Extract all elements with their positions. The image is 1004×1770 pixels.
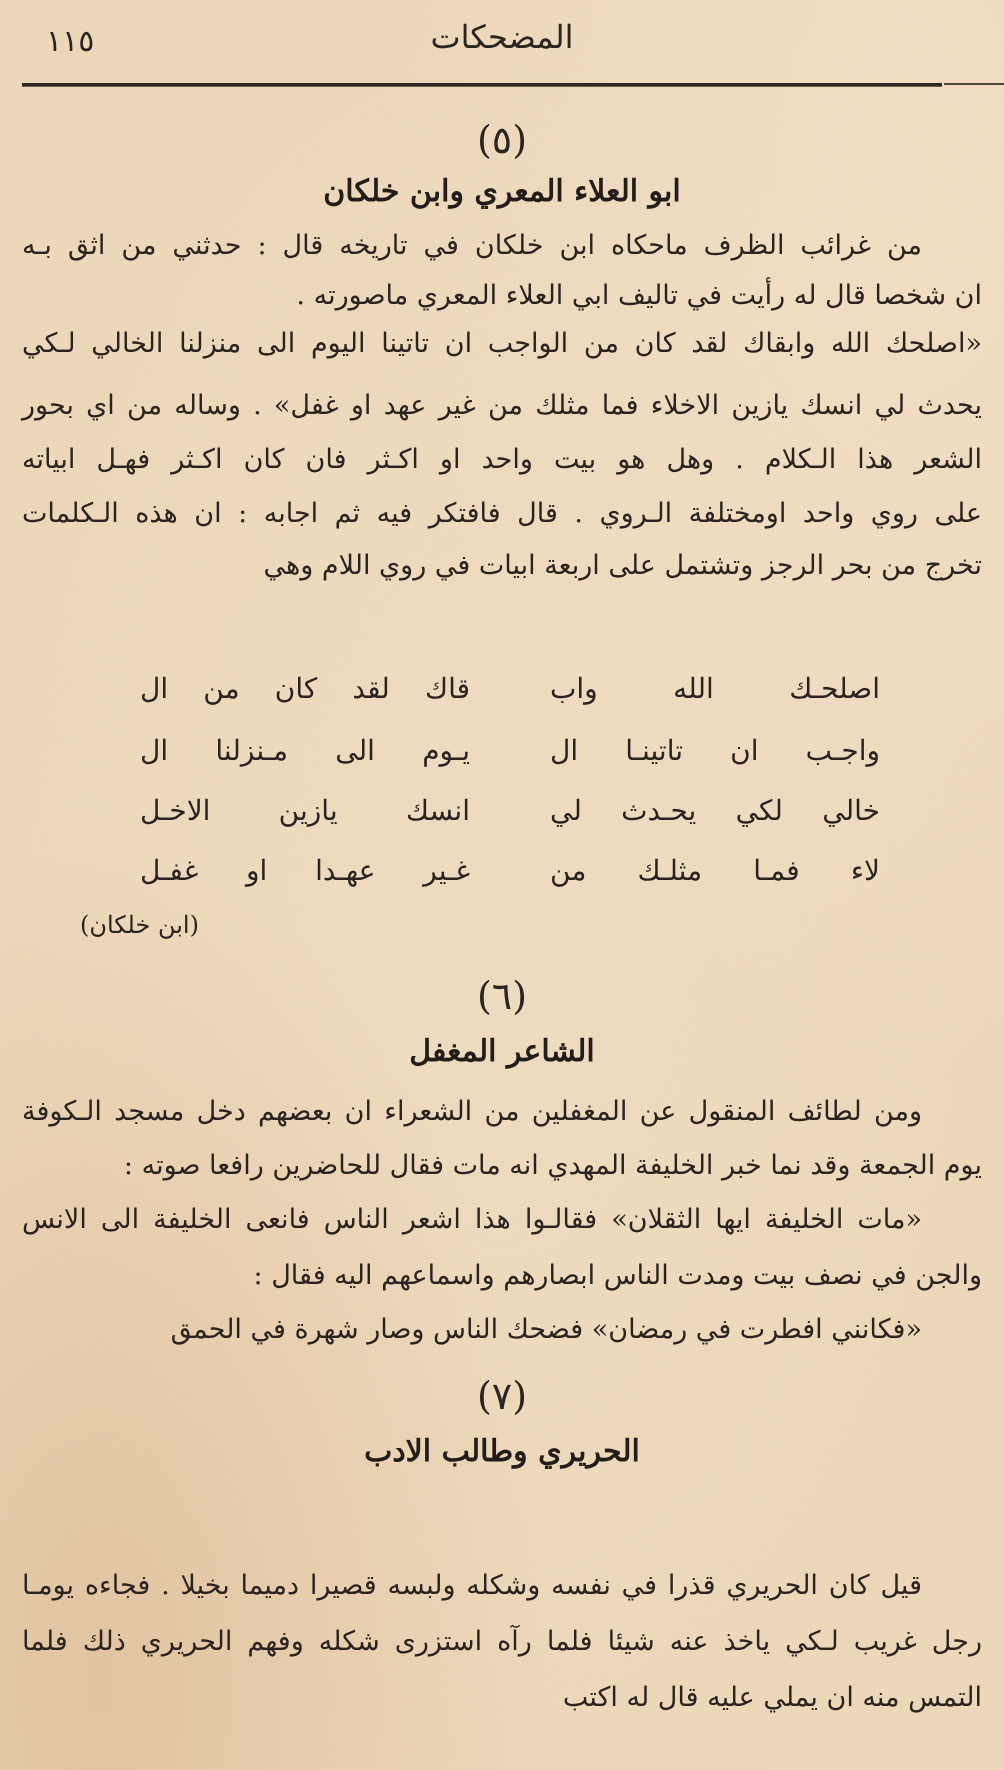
paragraph-line: يوم الجمعة وقد نما خبر الخليفة المهدي انه مات فقال للحاضرين رافعا صوته : (123, 1150, 982, 1181)
running-head (0, 14, 1004, 74)
poem-hemistich-first: لاء فمـا مثلـك من (550, 854, 880, 887)
paragraph-line: والجن في نصف بيت ومدت الناس ابصارهم واسماعهم اليه فقال : (253, 1260, 982, 1291)
paragraph-line: على روي واحد اومختلفة الـروي . قال فافتكر فيه ثم اجابه : ان هذه الـكلمات (22, 498, 982, 529)
running-title: المضحكات (430, 18, 574, 56)
poem-hemistich-first: اصلحـك الله واب (550, 672, 880, 705)
poem-hemistich-second: انسك يازين الاخـل (140, 794, 470, 827)
section-number: (٥) (476, 118, 528, 162)
poem-verse (120, 854, 880, 900)
section-title: الشاعر المغفل (409, 1034, 595, 1069)
header-rule-tail (944, 83, 1004, 85)
section-title: الحريري وطالب الادب (364, 1434, 640, 1469)
paragraph-line: التمس منه ان يملي عليه قال له اكتب (562, 1682, 982, 1713)
poem-verse (120, 794, 880, 840)
header-rule-divider (22, 83, 942, 87)
section-number: (٦) (476, 974, 528, 1018)
paragraph-line: ان شخصا قال له رأيت في تاليف ابي العلاء المعري ماصورته . (296, 280, 982, 311)
poem-verse (120, 734, 880, 780)
paragraph-line: قيل كان الحريري قذرا في نفسه وشكله ولبسه قصيرا دميما بخيلا . فجاءه يومـا (22, 1570, 922, 1601)
poem-hemistich-second: قاك لقد كان من ال (140, 672, 470, 705)
poem-verse (120, 672, 880, 718)
paragraph-line: «مات الخليفة ايها الثقلان» فقالـوا هذا اشعر الناس فانعى الخليفة الى الانس (22, 1204, 922, 1235)
page-number: ١١٥ (46, 24, 95, 59)
paragraph-line: تخرج من بحر الرجز وتشتمل على اربعة ابيات في روي اللام وهي (263, 550, 982, 581)
section-title: ابو العلاء المعري وابن خلكان (323, 174, 681, 209)
paragraph-line: «اصلحك الله وابقاك لقد كان من الواجب ان تاتينا اليوم الى منزلنا الخالي لـكي (22, 328, 982, 359)
source-attribution: (ابن خلكان) (80, 911, 199, 939)
poem-hemistich-first: واجـب ان تاتينـا ال (550, 734, 880, 767)
section-number: (٧) (476, 1374, 528, 1418)
paragraph-line: رجل غريب لـكي ياخذ عنه شيئا فلما رآه استزرى شكله وفهم الحريري ذلك فلما (22, 1626, 982, 1657)
paragraph-line: «فكانني افطرت في رمضان» فضحك الناس وصار شهرة في الحمق (170, 1314, 922, 1345)
paragraph-line: ومن لطائف المنقول عن المغفلين من الشعراء ان بعضهم دخل مسجد الـكوفة (22, 1096, 922, 1127)
paragraph-line: الشعر هذا الـكلام . وهل هو بيت واحد او اكـثر فان كان اكـثر فهـل ابياته (22, 444, 982, 475)
poem-hemistich-first: خالي لكي يحـدث لي (550, 794, 880, 827)
poem-hemistich-second: يـوم الى مـنزلنا ال (140, 734, 470, 767)
poem-hemistich-second: غـير عهـدا او غفـل (140, 854, 470, 887)
paragraph-line: يحدث لي انسك يازين الاخلاء فما مثلك من غير عهد او غفل» . وساله من اي بحور (22, 390, 982, 421)
paragraph-line: من غرائب الظرف ماحكاه ابن خلكان في تاريخه قال : حدثني من اثق بـه (22, 230, 922, 261)
